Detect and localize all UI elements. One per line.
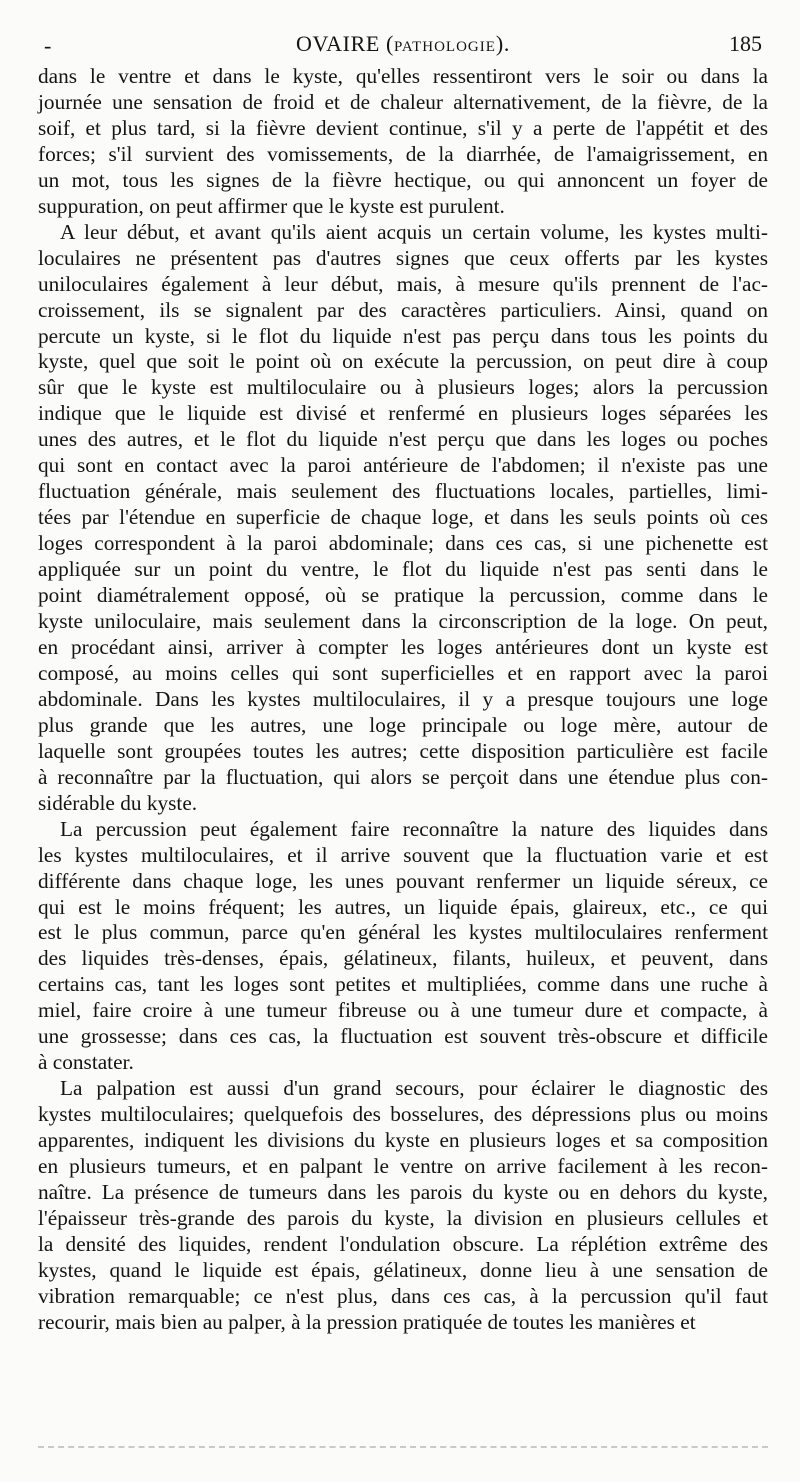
- text-line: indique que le liquide est divisé et renfermé en plusieurs loges séparées les: [38, 401, 768, 426]
- text-line: composé, au moins celles qui sont superficielles et en rapport avec la paroi: [38, 660, 768, 685]
- text-line: kystes multiloculaires; quelquefois des bosselures, des dépressions plus ou moins: [38, 1102, 768, 1127]
- text-line: une grossesse; dans ces cas, la fluctuation est souvent très-obscure et difficile: [38, 1024, 768, 1049]
- page-title: [36, 28, 770, 63]
- text-line: A leur début, et avant qu'ils aient acquis un certain volume, les kystes multi-: [60, 219, 768, 244]
- text-line: en plusieurs tumeurs, et en palpant le ventre on arrive facilement à les recon-: [38, 1154, 768, 1179]
- page-title-close: ).: [495, 31, 510, 56]
- text-line: journée une sensation de froid et de chaleur alternativement, de la fièvre, de la: [38, 89, 768, 114]
- body-text: [38, 64, 768, 1336]
- text-line: dans le ventre et dans le kyste, qu'elles ressentiront vers le soir ou dans la: [38, 64, 768, 88]
- page-number: 185: [729, 31, 762, 56]
- text-line: croissement, ils se signalent par des caractères particuliers. Ainsi, quand on: [38, 297, 768, 322]
- page-title-main: OVAIRE (: [296, 31, 394, 56]
- text-line: différente dans chaque loge, les unes pouvant renfermer un liquide séreux, ce: [38, 868, 768, 893]
- bottom-border-artifact: [38, 1446, 768, 1448]
- text-line: La palpation est aussi d'un grand secours, pour éclairer le diagnostic des: [60, 1076, 768, 1101]
- text-line: tées par l'étendue en superficie de chaque loge, et dans les seuls points où ces: [38, 505, 768, 530]
- text-line: la densité des liquides, rendent l'ondulation obscure. La réplétion extrême des: [38, 1231, 768, 1256]
- text-line: plus grande que les autres, une loge principale ou loge mère, autour de: [38, 712, 768, 737]
- text-line: kyste uniloculaire, mais seulement dans la circonscription de la loge. On peut,: [38, 609, 768, 634]
- text-line: naître. La présence de tumeurs dans les parois du kyste ou en dehors du kyste,: [38, 1179, 768, 1204]
- text-line: kystes, quand le liquide est épais, gélatineux, donne lieu à une sensation de: [38, 1257, 768, 1282]
- text-line: sidérable du kyste.: [38, 790, 198, 815]
- text-line: l'épaisseur très-grande des parois du kyste, la division en plusieurs cellules et: [38, 1205, 768, 1230]
- text-line: unes des autres, et le flot du liquide n'est perçu que dans les loges ou poches: [38, 427, 768, 452]
- text-line: laquelle sont groupées toutes les autres; cette disposition particulière est facile: [38, 738, 768, 763]
- text-line: qui est le moins fréquent; les autres, un liquide épais, glaireux, etc., ce qui: [38, 894, 768, 919]
- text-line: miel, faire croire à une tumeur fibreuse ou à une tumeur dure et compacte, à: [38, 998, 768, 1023]
- text-line: forces; s'il survient des vomissements, de la diarrhée, de l'amaigrissement, en: [38, 141, 768, 166]
- page-title-subtitle: PATHOLOGIE: [393, 39, 496, 55]
- text-line: appliquée sur un point du ventre, le flot du liquide n'est pas senti dans le: [38, 557, 768, 582]
- text-line: suppuration, on peut affirmer que le kyste est purulent.: [38, 193, 505, 218]
- text-line: percute un kyste, si le flot du liquide n'est pas perçu dans tous les points du: [38, 323, 768, 348]
- paragraph: [38, 1076, 768, 1336]
- text-line: qui sont en contact avec la paroi antérieure de l'abdomen; il n'existe pas une: [38, 453, 768, 478]
- text-line: des liquides très-denses, épais, gélatineux, filants, huileux, et peuvent, dans: [38, 946, 768, 971]
- text-line: La percussion peut également faire reconnaître la nature des liquides dans: [60, 816, 768, 841]
- text-line: certains cas, tant les loges sont petites et multipliées, comme dans une ruche à: [38, 972, 768, 997]
- text-line: kyste, quel que soit le point où on exécute la percussion, on peut dire à coup: [38, 349, 768, 374]
- text-line: recourir, mais bien au palper, à la pression pratiquée de toutes les manières et: [38, 1309, 696, 1334]
- header-mark: -: [44, 33, 52, 58]
- text-line: loculaires ne présentent pas d'autres signes que ceux offerts par les kystes: [38, 245, 768, 270]
- text-line: fluctuation générale, mais seulement des fluctuations locales, partielles, limi-: [38, 479, 768, 504]
- text-line: à constater.: [38, 1050, 134, 1075]
- text-line: loges correspondent à la paroi abdominale; dans ces cas, si une pichenette est: [38, 531, 768, 556]
- running-header: [36, 28, 770, 60]
- text-line: est le plus commun, parce qu'en général les kystes multiloculaires renferment: [38, 920, 768, 945]
- text-line: en procédant ainsi, arriver à compter les loges antérieures dont un kyste est: [38, 634, 768, 659]
- text-line: vibration remarquable; ce n'est plus, dans ces cas, à la percussion qu'il faut: [38, 1283, 768, 1308]
- text-line: un mot, tous les signes de la fièvre hectique, ou qui annoncent un foyer de: [38, 167, 768, 192]
- text-line: sûr que le kyste est multiloculaire ou à plusieurs loges; alors la percussion: [38, 375, 768, 400]
- paragraph: [38, 64, 768, 220]
- text-line: point diamétralement opposé, où se pratique la percussion, comme dans le: [38, 583, 768, 608]
- text-line: soif, et plus tard, si la fièvre devient continue, s'il y a perte de l'appétit et des: [38, 115, 768, 140]
- paragraph: [38, 817, 768, 1077]
- text-line: les kystes multiloculaires, et il arrive souvent que la fluctuation varie et est: [38, 842, 768, 867]
- paragraph: [38, 220, 768, 817]
- text-line: uniloculaires également à leur début, mais, à mesure qu'ils prennent de l'ac-: [38, 271, 768, 296]
- text-line: apparentes, indiquent les divisions du kyste en plusieurs loges et sa composition: [38, 1128, 768, 1153]
- text-line: abdominale. Dans les kystes multiloculaires, il y a presque toujours une loge: [38, 686, 768, 711]
- text-line: à reconnaître par la fluctuation, qui alors se perçoit dans une étendue plus con-: [38, 764, 768, 789]
